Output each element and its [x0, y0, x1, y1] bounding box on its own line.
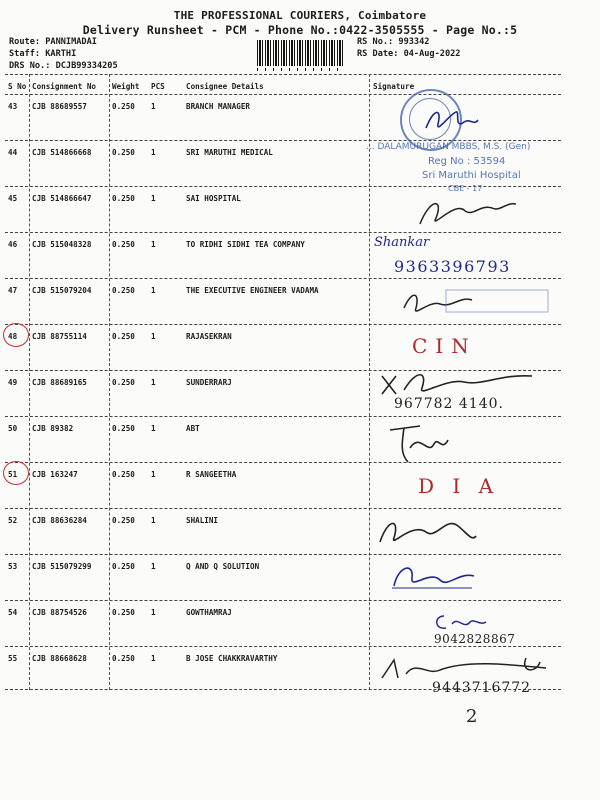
- row-consignee: RAJASEKRAN: [186, 332, 232, 341]
- signature-53: [388, 560, 478, 592]
- row-weight: 0.250: [112, 424, 135, 433]
- row-consignment-no: CJB 88689557: [32, 102, 87, 111]
- row-sno: 49: [8, 378, 18, 387]
- row-pcs: 1: [151, 240, 156, 249]
- signature-43: [420, 104, 480, 138]
- row-weight: 0.250: [112, 654, 135, 663]
- red-circle-mark: [3, 461, 29, 485]
- row-weight: 0.250: [112, 332, 135, 341]
- row-weight: 0.250: [112, 148, 135, 157]
- row-consignment-no: CJB 515048328: [32, 240, 92, 249]
- row-consignee: THE EXECUTIVE ENGINEER VADAMA: [186, 286, 319, 295]
- rs-number: RS No.: 993342: [357, 37, 430, 47]
- drs-number: DRS No.: DCJB99334205: [9, 61, 118, 71]
- column-header-weight: Weight: [112, 82, 140, 91]
- row-sno: 48: [8, 332, 18, 341]
- row-weight: 0.250: [112, 562, 135, 571]
- column-header-consignment: Consignment No: [32, 82, 97, 91]
- row-sno: 55: [8, 654, 18, 663]
- row-pcs: 1: [151, 102, 156, 111]
- signature-47: [400, 286, 550, 320]
- row-weight: 0.250: [112, 470, 135, 479]
- signature-45: [410, 196, 520, 232]
- hospital-code-stamp: CBE - 17: [448, 184, 483, 193]
- handwritten-note: D I A: [418, 474, 500, 498]
- row-pcs: 1: [151, 608, 156, 617]
- column-header-signature: Signature: [373, 82, 415, 91]
- handwritten-phone: 9443716772: [432, 680, 532, 696]
- row-consignment-no: CJB 514866647: [32, 194, 92, 203]
- row-consignee: ABT: [186, 424, 200, 433]
- row-sno: 53: [8, 562, 18, 571]
- page-count-mark: 2: [466, 706, 478, 727]
- row-sno: 43: [8, 102, 18, 111]
- row-consignee: SHALINI: [186, 516, 219, 525]
- row-pcs: 1: [151, 332, 156, 341]
- row-pcs: 1: [151, 378, 156, 387]
- signature-49: [376, 366, 536, 400]
- column-header-consignee: Consignee Details: [186, 82, 264, 91]
- row-pcs: 1: [151, 286, 156, 295]
- row-consignee: GOWTHAMRAJ: [186, 608, 232, 617]
- row-consignment-no: CJB 88668628: [32, 654, 87, 663]
- row-weight: 0.250: [112, 240, 135, 249]
- red-circle-mark: [3, 323, 29, 347]
- row-consignment-no: CJB 514866668: [32, 148, 92, 157]
- rs-date: RS Date: 04-Aug-2022: [357, 49, 461, 59]
- row-sno: 44: [8, 148, 18, 157]
- row-weight: 0.250: [112, 378, 135, 387]
- row-weight: 0.250: [112, 102, 135, 111]
- route-label: Route: PANNIMADAI: [9, 37, 97, 47]
- row-weight: 0.250: [112, 608, 135, 617]
- column-header-pcs: PCS: [151, 82, 165, 91]
- column-header-sno: S No: [8, 82, 27, 91]
- row-consignee: SRI MARUTHI MEDICAL: [186, 148, 273, 157]
- row-weight: 0.250: [112, 286, 135, 295]
- row-sno: 54: [8, 608, 18, 617]
- row-pcs: 1: [151, 424, 156, 433]
- row-pcs: 1: [151, 654, 156, 663]
- row-consignee: R SANGEETHA: [186, 470, 237, 479]
- row-consignment-no: CJB 88689165: [32, 378, 87, 387]
- table-row: [5, 416, 561, 462]
- row-consignee: SUNDERRARJ: [186, 378, 232, 387]
- handwritten-phone: 967782 4140.: [394, 396, 504, 412]
- row-pcs: 1: [151, 194, 156, 203]
- row-consignee: TO RIDHI SIDHI TEA COMPANY: [186, 240, 305, 249]
- row-pcs: 1: [151, 562, 156, 571]
- row-pcs: 1: [151, 148, 156, 157]
- signature-54: [430, 610, 490, 634]
- row-consignment-no: CJB 88755114: [32, 332, 87, 341]
- handwritten-phone: 9363396793: [394, 257, 511, 276]
- handwritten-phone: 9042828867: [434, 632, 516, 646]
- hospital-stamp: Sri Maruthi Hospital: [422, 170, 521, 181]
- runsheet-title: Delivery Runsheet - PCM - Phone No.:0422-3505555 - Page No.:5: [82, 23, 518, 37]
- row-weight: 0.250: [112, 516, 135, 525]
- table-top-rule: [5, 74, 561, 75]
- row-sno: 51: [8, 470, 18, 479]
- row-sno: 50: [8, 424, 18, 433]
- row-consignment-no: CJB 88754526: [32, 608, 87, 617]
- company-title: THE PROFESSIONAL COURIERS, Coimbatore: [173, 9, 427, 22]
- row-sno: 45: [8, 194, 18, 203]
- doctor-stamp-line: ... DALAMURUGAN MBBS, M.S. (Gen): [366, 142, 531, 152]
- row-pcs: 1: [151, 470, 156, 479]
- handwritten-note: CIN: [412, 334, 477, 358]
- signature-50: [384, 422, 454, 466]
- row-consignee: B JOSE CHAKKRAVARTHY: [186, 654, 278, 663]
- signature-52: [372, 512, 482, 552]
- reg-no-stamp: Reg No : 53594: [428, 156, 506, 167]
- barcode-ticks: [257, 68, 343, 71]
- row-consignment-no: CJB 88636284: [32, 516, 87, 525]
- row-sno: 46: [8, 240, 18, 249]
- handwritten-name: Shankar: [374, 235, 430, 250]
- row-consignment-no: CJB 89382: [32, 424, 74, 433]
- row-sno: 52: [8, 516, 18, 525]
- row-consignee: BRANCH MANAGER: [186, 102, 251, 111]
- row-pcs: 1: [151, 516, 156, 525]
- row-consignment-no: CJB 515079204: [32, 286, 92, 295]
- row-consignee: Q AND Q SOLUTION: [186, 562, 260, 571]
- signature-55: [376, 654, 552, 682]
- row-consignment-no: CJB 515079299: [32, 562, 92, 571]
- table-row: [5, 324, 561, 370]
- row-consignee: SAI HOSPITAL: [186, 194, 241, 203]
- row-sno: 47: [8, 286, 18, 295]
- row-weight: 0.250: [112, 194, 135, 203]
- staff-label: Staff: KARTHI: [9, 49, 77, 59]
- row-consignment-no: CJB 163247: [32, 470, 78, 479]
- barcode: [257, 40, 343, 66]
